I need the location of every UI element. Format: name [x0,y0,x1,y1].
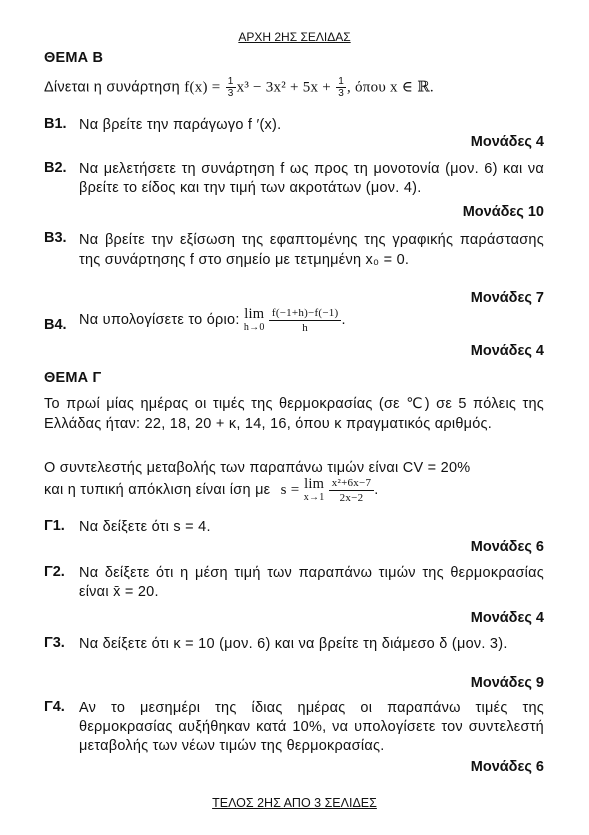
thema-g-intro-p2-line2 [44,476,379,505]
function-lhs: f(x) = [184,79,221,96]
s-equals: s = [280,482,300,498]
fraction-one-third-2: $\frac{1}{3}$ [338,76,345,99]
question-g3-text: Να δείξετε ότι κ = 10 (μον. 6) και να βρείτε τη διάμεσο δ (μον. 3). [79,636,508,652]
marks-g4: Μονάδες 6 [470,759,544,775]
b4-prompt: Να υπολογίσετε το όριο: [79,312,240,328]
function-middle: x³ − 3x² + 5x + [236,79,331,96]
marks-b3: Μονάδες 7 [470,290,544,306]
question-b1-text: Να βρείτε την παράγωγο f ′(x). [79,117,282,133]
page-header: ΑΡΧΗ 2ΗΣ ΣΕΛΙΔΑΣ [238,30,351,44]
marks-g3: Μονάδες 9 [470,675,544,691]
marks-b1: Μονάδες 4 [470,134,544,150]
question-label: Β4. [44,317,67,333]
question-label: Γ2. [44,564,65,580]
question-label: Β3. [44,230,67,246]
std-dev-text: και η τυπική απόκλιση είναι ίση με [44,482,271,498]
marks-b2: Μονάδες 10 [462,204,544,220]
intro-text: Δίνεται η συνάρτηση [44,79,180,96]
question-label: Β1. [44,116,67,132]
marks-g1: Μονάδες 6 [470,539,544,555]
question-label: Γ3. [44,635,65,651]
question-g1-text: Να δείξετε ότι s = 4. [79,519,211,535]
marks-b4: Μονάδες 4 [470,343,544,359]
marks-g2: Μονάδες 4 [470,610,544,626]
thema-g-intro-p1: Το πρωί μίας ημέρας οι τιμές της θερμοκρασίας (σε ℃) σε 5 πόλεις της Ελλάδας ήταν: 22, 18, 20 + κ, 14, 16, όπου κ πραγματικός αριθμός. [44,396,544,432]
question-b2-text: Να μελετήσετε τη συνάρτηση f ως προς τη μονοτονία (μον. 6) και να βρείτε το είδος και την τιμή των ακροτάτων (μον. 4). [79,161,544,196]
limit-fraction: $\frac{f(-1+h)-f(-1)}{h}$ [269,306,342,335]
b4-end: . [341,312,346,328]
thema-g-title: ΘΕΜΑ Γ [44,370,102,386]
fraction-one-third: $\frac{1}{3}$ [227,76,234,99]
question-g4-text: Αν το μεσημέρι της ίδιας ημέρας οι παραπάνω τιμές της θερμοκρασίας αυξήθηκαν κατά 10%, να υπολογίσετε τον συντελεστή μεταβολής των νέων τιμών της θερμοκρασίας. [79,700,544,754]
thema-b-title: ΘΕΜΑ Β [44,50,104,66]
question-b4-text [79,306,346,335]
thema-g-intro-p2-line1: Ο συντελεστής μεταβολής των παραπάνω τιμών είναι CV = 20% [44,460,471,476]
page-footer: ΤΕΛΟΣ 2ΗΣ ΑΠΟ 3 ΣΕΛΙΔΕΣ [212,796,377,810]
domain-text: , όπου x ∈ ℝ. [347,79,434,96]
question-label: Γ4. [44,699,65,715]
limit-symbol: lim x→1 [303,475,325,503]
limit-fraction: $\frac{\text{x²+6x−7}}{2x-2}$ [329,476,374,505]
question-b3-text: Να βρείτε την εξίσωση της εφαπτομένης της γραφικής παράστασης της συνάρτησης f στο σημείο με τετμημένη x₀ = 0. [79,232,544,268]
question-g2-text: Να δείξετε ότι η μέση τιμή των παραπάνω τιμών της θερμοκρασίας είναι x̄ = 20. [79,565,544,600]
question-label: Γ1. [44,518,65,534]
g-intro-end: . [374,482,379,498]
question-label: Β2. [44,160,67,176]
limit-symbol: lim h→0 [243,305,265,333]
thema-b-intro [44,76,564,99]
